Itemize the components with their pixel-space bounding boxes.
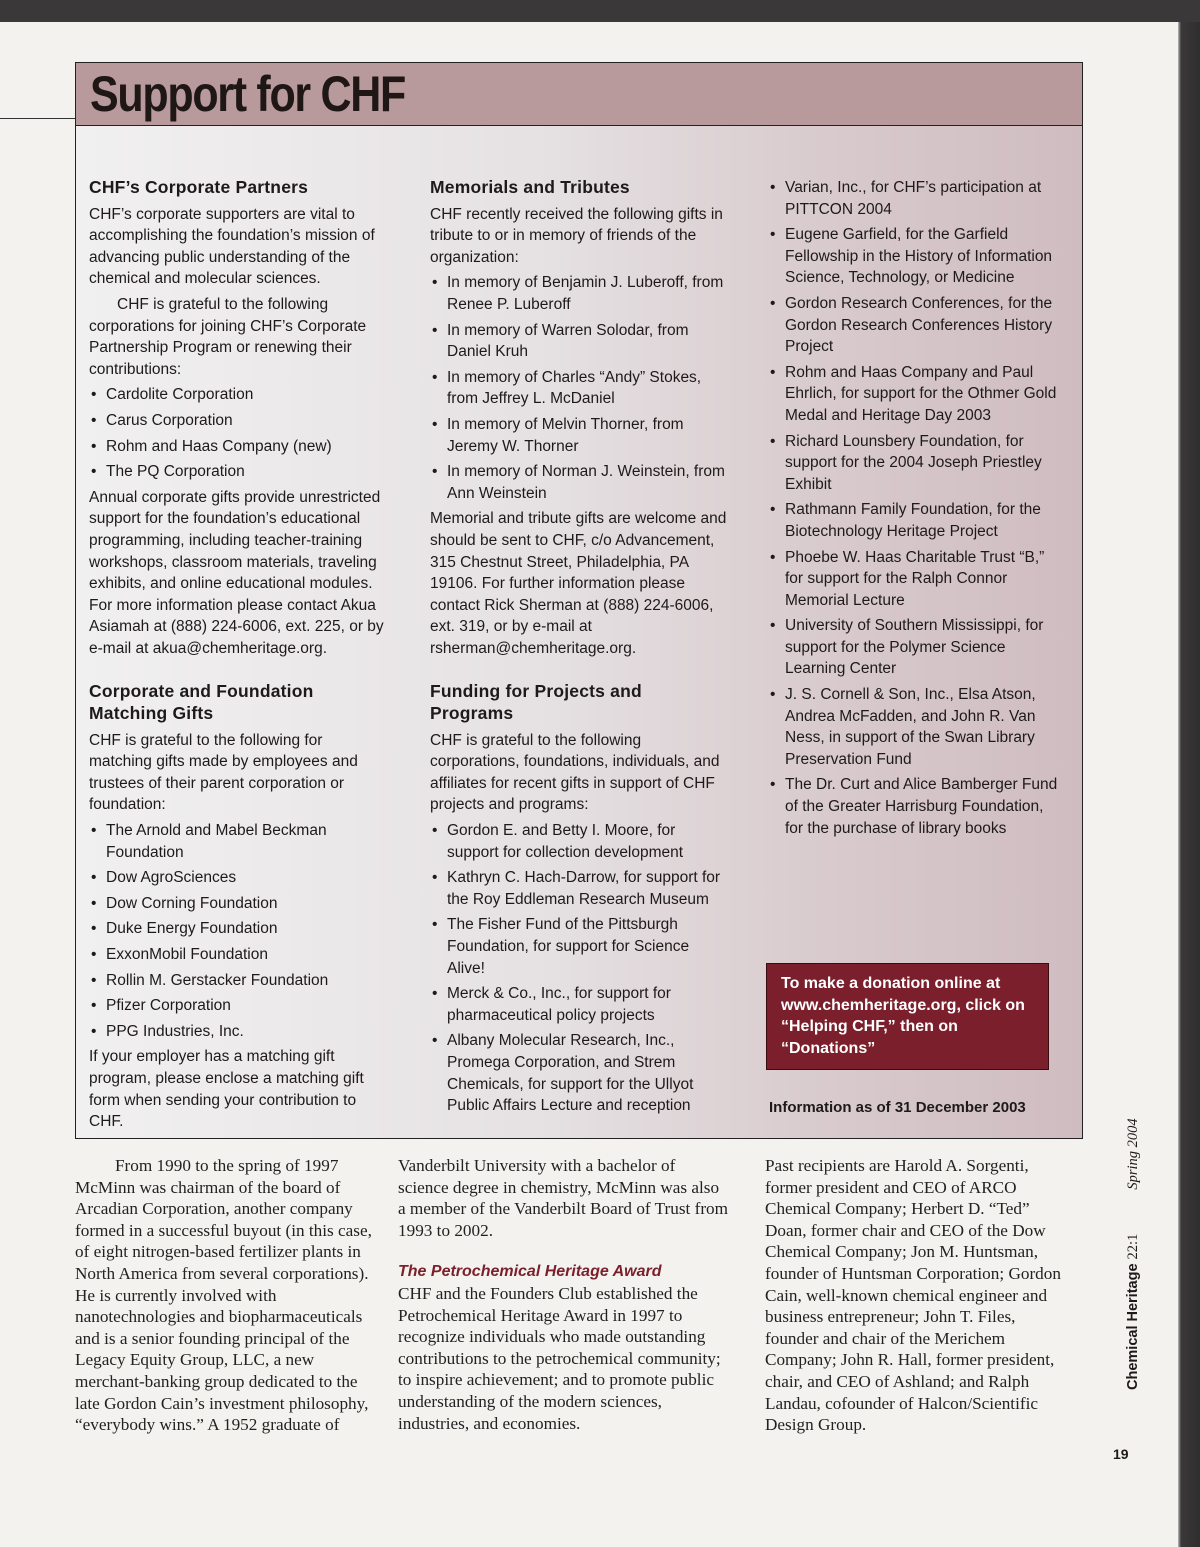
list-item: • Dow AgroSciences [89,867,389,889]
running-footer [1125,1118,1142,1390]
article-paragraph: CHF and the Founders Club established the Petrochemical Heritage Award in 1997 to recognize individuals who made outstanding contributions to the petrochemical community; to inspire achievement; and to promote public understanding of the modern sciences, industries, and economies. [398,1283,721,1433]
list-item: • The Fisher Fund of the Pittsburgh Foundation, for support for Science Alive! [430,914,730,979]
article-paragraph: Past recipients are Harold A. Sorgenti, former president and CEO of ARCO Chemical Company; Herbert D. “Ted” Doan, former chair and CEO of the Dow Chemical Company; Jon M. Huntsman, founder of Huntsman Corporation; Gordon Cain, well-known chemical engineer and business entrepreneur; John T. Files, founder and chair of the Merichem Company; John R. Hall, former president, chair, and CEO of Ashland; and Ralph Landau, cofounder of Halcon/Scientific Design Group. [765,1156,1061,1435]
scan-right-edge [1178,22,1200,1547]
funding-list [430,820,730,1117]
scan-top-edge [0,0,1200,22]
list-item: • Dow Corning Foundation [89,893,389,915]
list-item: • Eugene Garfield, for the Garfield Fellowship in the History of Information Science, Technology, or Medicine [768,224,1063,289]
list-item: • In memory of Benjamin J. Luberoff, from Renee P. Luberoff [430,272,730,315]
heading-funding: Funding for Projects and Programs [430,681,642,724]
column-2 [430,177,730,1121]
list-item: • Pfizer Corporation [89,995,389,1017]
paragraph: CHF recently received the following gifts in tribute to or in memory of friends of the organization: [430,205,723,266]
list-item: • Cardolite Corporation [89,384,389,406]
partners-list [89,384,389,482]
list-item: • PPG Industries, Inc. [89,1021,389,1043]
article-paragraph: Vanderbilt University with a bachelor of science degree in chemistry, McMinn was also a member of the Vanderbilt Board of Trust from 1993 to 2002. [398,1156,729,1240]
article-subhead: The Petrochemical Heritage Award [398,1263,662,1281]
list-item: • Rohm and Haas Company and Paul Ehrlich, for support for the Othmer Gold Medal and Heritage Day 2003 [768,362,1063,427]
list-item: • The Dr. Curt and Alice Bamberger Fund of the Greater Harrisburg Foundation, for the purchase of library books [768,774,1063,839]
column-1 [89,177,389,1137]
page-number: 19 [1113,1446,1129,1462]
funding-list-continued [768,177,1063,839]
article-column-3 [765,1155,1070,1436]
section-header [76,63,1082,126]
list-item: • The Arnold and Mabel Beckman Foundation [89,820,389,863]
heading-memorials: Memorials and Tributes [430,177,630,197]
list-item: • Richard Lounsbery Foundation, for support for the 2004 Joseph Priestley Exhibit [768,431,1063,496]
list-item: • Rollin M. Gerstacker Foundation [89,970,389,992]
list-item: • The PQ Corporation [89,461,389,483]
paragraph: CHF is grateful to the following corporations, foundations, individuals, and affiliates for recent gifts in support of CHF projects and programs: [430,731,720,814]
list-item: • In memory of Warren Solodar, from Daniel Kruh [430,320,730,363]
list-item: • ExxonMobil Foundation [89,944,389,966]
list-item: • University of Southern Mississippi, for support for the Polymer Science Learning Center [768,615,1063,680]
paragraph: CHF is grateful to the following corporations for joining CHF’s Corporate Partnership Program or renewing their contributions: [89,295,367,378]
magazine-name: Chemical Heritage [1125,1263,1141,1390]
paragraph: Memorial and tribute gifts are welcome and should be sent to CHF, c/o Advancement, 315 Chestnut Street, Philadelphia, PA 19106. For further information please contact Rick Sherman at (888) 224-6006, ext. 319, or by e-mail at rsherman@chemheritage.org. [430,510,727,657]
paragraph: Annual corporate gifts provide unrestricted support for the foundation’s educational programming, including teacher-training workshops, classroom materials, traveling exhibits, and online educational modules. For more information please contact Akua Asiamah at (888) 224-6006, ext. 225, or by e-mail at akua@chemheritage.org. [89,488,384,657]
list-item: • Gordon Research Conferences, for the Gordon Research Conferences History Project [768,293,1063,358]
list-item: • Rathmann Family Foundation, for the Biotechnology Heritage Project [768,499,1063,542]
list-item: • Carus Corporation [89,410,389,432]
article-column-1 [75,1155,385,1436]
issue-season: Spring 2004 [1125,1118,1141,1190]
divider [0,118,75,119]
matching-list [89,820,389,1042]
list-item: • Gordon E. and Betty I. Moore, for support for collection development [430,820,730,863]
list-item: • Albany Molecular Research, Inc., Promega Corporation, and Strem Chemicals, for support for the Ullyot Public Affairs Lecture and reception [430,1030,730,1116]
info-date: Information as of 31 December 2003 [769,1099,1026,1116]
heading-matching-gifts: Corporate and Foundation Matching Gifts [89,681,314,724]
paragraph: CHF is grateful to the following for matching gifts made by employees and trustees of their parent corporation or foundation: [89,731,358,814]
heading-corporate-partners: CHF’s Corporate Partners [89,177,309,197]
list-item: • J. S. Cornell & Son, Inc., Elsa Atson, Andrea McFadden, and John R. Van Ness, in support of the Swan Library Preservation Fund [768,684,1063,770]
support-sidebar-box [75,62,1083,1139]
paragraph: If your employer has a matching gift program, please enclose a matching gift form when sending your contribution to CHF. [89,1048,364,1131]
list-item: • In memory of Melvin Thorner, from Jeremy W. Thorner [430,414,730,457]
paragraph: CHF’s corporate supporters are vital to accomplishing the foundation’s mission of advancing public understanding of the chemical and molecular sciences. [89,205,375,288]
list-item: • In memory of Charles “Andy” Stokes, from Jeffrey L. McDaniel [430,367,730,410]
list-item: • Varian, Inc., for CHF’s participation at PITTCON 2004 [768,177,1063,220]
list-item: • In memory of Norman J. Weinstein, from Ann Weinstein [430,461,730,504]
list-item: • Duke Energy Foundation [89,918,389,940]
list-item: • Rohm and Haas Company (new) [89,436,389,458]
donation-callout: To make a donation online at www.chemheritage.org, click on “Helping CHF,” then on “Donations” [766,963,1049,1070]
list-item: • Kathryn C. Hach-Darrow, for support for the Roy Eddleman Research Museum [430,867,730,910]
column-3 [768,177,1063,843]
list-item: • Merck & Co., Inc., for support for pharmaceutical policy projects [430,983,730,1026]
page-title: Support for CHF [90,66,406,122]
issue-number: 22:1 [1125,1233,1141,1260]
article-column-2 [398,1155,728,1434]
article-paragraph: From 1990 to the spring of 1997 McMinn was chairman of the board of Arcadian Corporation, another company formed in a successful buyout (in this case, of eight nitrogen-based fertilizer plants in North America from several corporations). He is currently involved with nanotechnologies and biopharmaceuticals and is a senior founding principal of the Legacy Equity Group, LLC, a new merchant-banking group dedicated to the late Gordon Cain’s investment philosophy, “everybody wins.” A 1952 graduate of [75,1156,372,1435]
list-item: • Phoebe W. Haas Charitable Trust “B,” for support for the Ralph Connor Memorial Lecture [768,547,1063,612]
memorials-list [430,272,730,504]
